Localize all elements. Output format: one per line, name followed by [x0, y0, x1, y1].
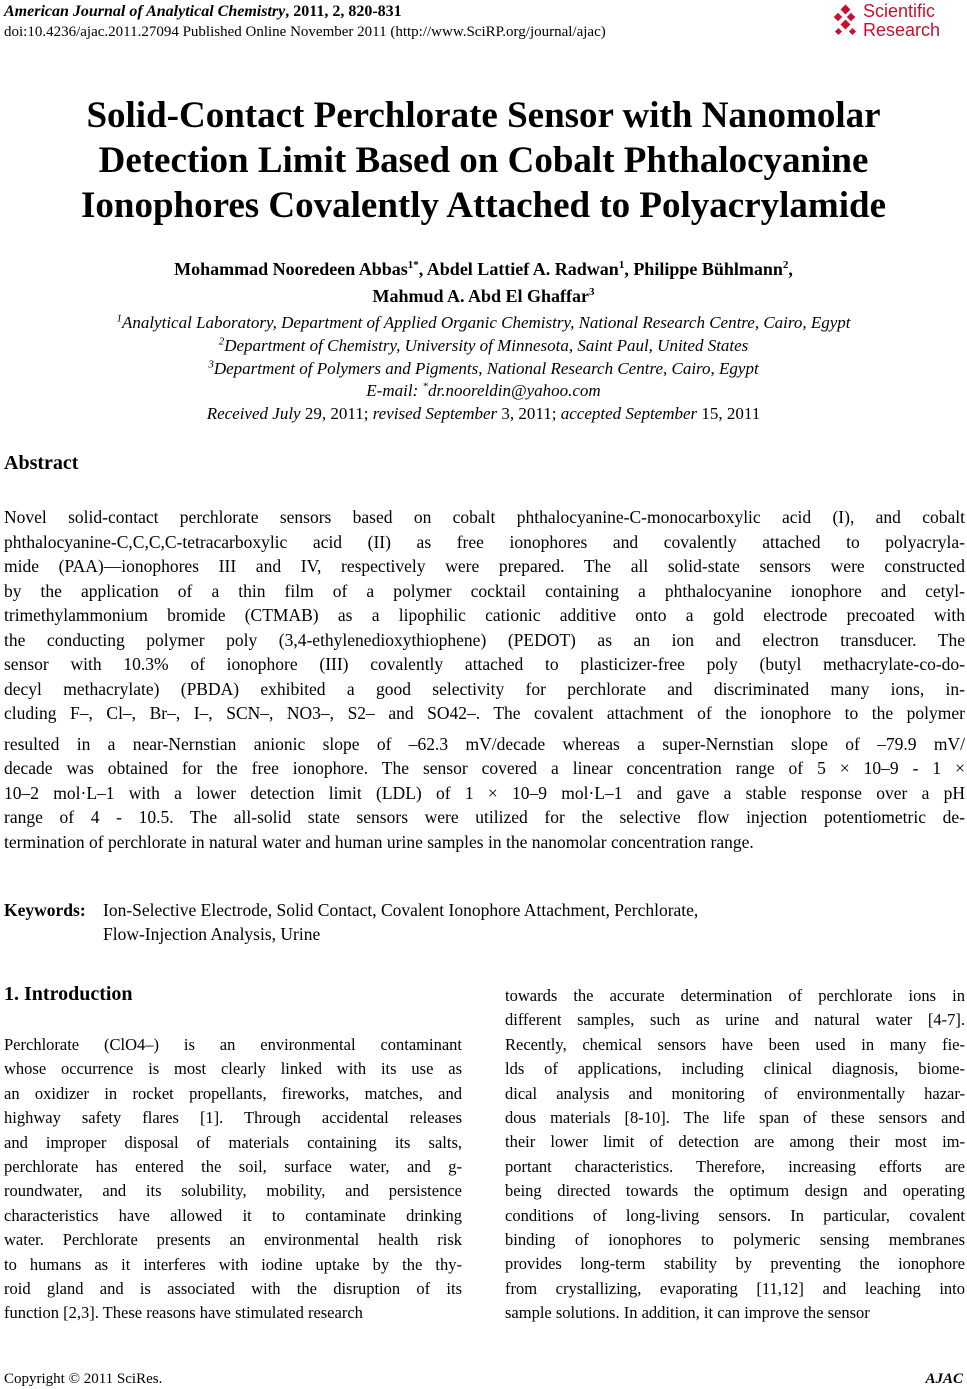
keywords-line: Ion-Selective Electrode, Solid Contact, Covalent Ionophore Attachment, Perchlorate, — [103, 900, 699, 920]
text-line: different samples, such as urine and natural water [4-7]. — [505, 1010, 965, 1030]
text-line: sample solutions. In addition, it can improve the sensor — [505, 1303, 870, 1323]
author-name: Mohammad Nooredeen Abbas — [174, 259, 408, 279]
title-line: Detection Limit Based on Cobalt Phthalocyanine — [98, 140, 869, 181]
footer-journal-abbr: AJAC — [925, 1371, 963, 1387]
text-line: decyl methacrylate) (PBDA) exhibited a good selectivity for perchlorate and discriminated many ions, in- — [4, 678, 965, 699]
text-line: conditions of long-living sensors. In particular, covalent — [505, 1205, 965, 1225]
text-line: 10–2 mol·L–1 with a lower detection limit (LDL) of 1 × 10–9 mol·L–1 and gave a stable response over a pH — [4, 782, 965, 803]
authors-line-1: Mohammad Nooredeen Abbas$^{1*}$, Abdel Lattief A. Radwan$^1$, Philippe Bühlmann$^2$, — [174, 259, 793, 279]
text-line: sensor with 10.3% of ionophore (III) covalently attached to plasticizer-free poly (butyl methacrylate-co-do- — [4, 654, 965, 674]
text-line: by the application of a thin film of a polymer cocktail containing a phthalocyanine ionophore and cetyl- — [4, 580, 965, 601]
logo-mark-icon — [833, 4, 859, 40]
text-line: cluding F–, Cl–, Br–, I–, SCN–, NO3–, S2– and SO42–. The covalent attachment of the ionophore to the polymer — [4, 703, 965, 723]
paper-title — [0, 93, 967, 228]
text-line: decade was obtained for the free ionophore. The sensor covered a linear concentration range of 5 × 10–9 - 1 × — [4, 758, 965, 778]
logo-text-bottom: Research — [863, 20, 941, 40]
title-line: Solid-Contact Perchlorate Sensor with Nanomolar — [86, 95, 881, 136]
email-link[interactable]: dr.nooreldin@yahoo.com — [427, 381, 601, 400]
affiliation: $^2$Department of Chemistry, University of Minnesota, Saint Paul, United States — [218, 335, 749, 355]
text-line: their lower limit of detection are among their most im- — [505, 1132, 965, 1152]
text-line: Perchlorate (ClO4–) is an environmental contaminant — [4, 1035, 462, 1054]
introduction-heading: 1. Introduction — [4, 983, 133, 1005]
text-line: portant characteristics. Therefore, increasing efforts are — [505, 1156, 965, 1176]
text-line: resulted in a near-Nernstian anionic slope of –62.3 mV/decade whereas a super-Nernstian slope of –79.9 mV/ — [4, 733, 965, 754]
text-line: dical analysis and monitoring of environmentally hazar- — [505, 1083, 965, 1103]
text-line: being directed towards the optimum design and operating — [505, 1181, 965, 1201]
text-line: range of 4 - 10.5. The all-solid state sensors were utilized for the selective flow injection potentiometric de- — [4, 807, 965, 827]
text-line: roid gland and is associated with the disruption of its — [4, 1279, 462, 1298]
keywords-line: Flow-Injection Analysis, Urine — [103, 924, 321, 944]
text-line: to humans as it interferes with iodine uptake by the thy- — [4, 1254, 462, 1274]
text-line: mide (PAA)—ionophores III and IV, respectively were prepared. The all solid-state sensors were constructed — [4, 556, 965, 576]
text-line: provides long-term stability by preventing the ionophore — [505, 1254, 965, 1274]
authors-line-2: Mahmud A. Abd El Ghaffar$^3$ — [372, 286, 595, 306]
text-line: an oxidizer in rocket propellants, fireworks, matches, and — [4, 1083, 462, 1103]
text-line: dous materials [8-10]. The life span of these sensors and — [505, 1108, 965, 1127]
text-line: function [2,3]. These reasons have stimulated research — [4, 1303, 363, 1323]
title-line: Ionophores Covalently Attached to Polyacrylamide — [80, 185, 887, 226]
logo-text-top: Scientific — [863, 1, 936, 21]
affiliation: $^3$Department of Polymers and Pigments, National Research Centre, Cairo, Egypt — [208, 358, 759, 378]
text-line: highway safety flares [1]. Through accidental releases — [4, 1108, 462, 1128]
doi-line: doi:10.4236/ajac.2011.27094 Published Online November 2011 (http://www.SciRP.org/journal/ajac) — [4, 24, 606, 40]
text-line: termination of perchlorate in natural water and human urine samples in the nanomolar concentration range. — [4, 831, 754, 852]
text-line: characteristics have allowed it to contaminate drinking — [4, 1205, 462, 1225]
text-line: water. Perchlorate presents an environmental health risk — [4, 1230, 462, 1250]
scientific-research-logo — [833, 0, 963, 44]
dates-line: Received July 29, 2011; revised September 3, 2011; accepted September 15, 2011 — [206, 404, 761, 423]
text-line: trimethylammonium bromide (CTMAB) as a lipophilic cationic additive onto a gold electrode precoated with — [4, 605, 965, 625]
text-line: whose occurrence is most clearly linked with its use as — [4, 1059, 462, 1079]
keywords-label: Keywords: — [4, 900, 86, 920]
text-line: Novel solid-contact perchlorate sensors based on cobalt phthalocyanine-C-monocarboxylic acid (I), and cobalt — [4, 507, 965, 527]
text-line: from crystallizing, evaporating [11,12] and leaching into — [505, 1278, 965, 1298]
text-line: perchlorate has entered the soil, surface water, and g- — [4, 1157, 462, 1176]
footer-copyright: Copyright © 2011 SciRes. — [4, 1371, 163, 1387]
text-line: binding of ionophores to polymeric sensing membranes — [505, 1230, 965, 1249]
email-line: E-mail: *dr.nooreldin@yahoo.com — [366, 380, 601, 400]
affiliation: $^1$Analytical Laboratory, Department of Applied Organic Chemistry, National Research Centre, Cairo, Egypt — [116, 312, 851, 332]
text-line: phthalocyanine-C,C,C,C-tetracarboxylic acid (II) as free ionophores and covalently attached to polyacryla- — [4, 531, 965, 552]
text-line: the conducting polymer poly (3,4-ethylenedioxythiophene) (PEDOT) as an ion and electron transducer. The — [4, 629, 965, 650]
text-line: roundwater, and its solubility, mobility, and persistence — [4, 1181, 462, 1201]
text-line: and improper disposal of materials containing its salts, — [4, 1132, 462, 1152]
author-name: Philippe Bühlmann — [633, 259, 783, 279]
abstract-heading: Abstract — [4, 452, 79, 474]
text-line: Recently, chemical sensors have been used in many fie- — [505, 1034, 965, 1054]
author-name: Mahmud A. Abd El Ghaffar — [372, 286, 590, 306]
text-line: towards the accurate determination of perchlorate ions in — [505, 986, 965, 1005]
text-line: lds of applications, including clinical diagnosis, biome- — [505, 1059, 965, 1079]
journal-name: American Journal of Analytical Chemistry, 2011, 2, 820-831 — [4, 3, 402, 20]
author-name: Abdel Lattief A. Radwan — [426, 259, 619, 279]
